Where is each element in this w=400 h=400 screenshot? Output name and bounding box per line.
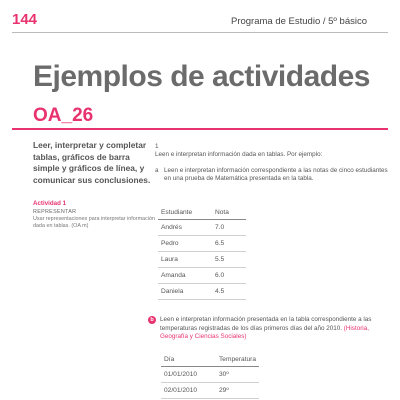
objective-divider (12, 128, 388, 130)
table-row (158, 236, 246, 252)
grades-table (158, 207, 246, 300)
section-title: Ejemplos de actividades (33, 60, 370, 93)
table-cell: 4.5 (212, 284, 246, 300)
activity-intro: Leen e interpretan información dada en tablas. Por ejemplo: (155, 151, 323, 158)
table-cell: 30º (216, 367, 259, 383)
activity-label: REPRESENTAR (33, 209, 77, 215)
activity-description: Usar representaciones para interpretar información dada en tablas. (OA m) (33, 216, 155, 229)
objective-code: OA_26 (33, 105, 94, 126)
subject-link[interactable]: (Historia, Geografía y Ciencias Sociales) (160, 324, 369, 340)
table-row (158, 284, 246, 300)
table-cell: 6.5 (212, 236, 246, 252)
table-row (161, 383, 259, 399)
temperature-table (161, 354, 259, 399)
activity-title: Actividad 1 (33, 200, 67, 207)
column-header: Nota (212, 207, 246, 220)
table-cell: 7.0 (212, 220, 246, 236)
objective-text: Leer, interpretar y completar tablas, gráficos de barra simple y gráficos de línea, y comunicar sus conclusiones. (33, 140, 151, 185)
table-cell: Daniela (158, 284, 212, 300)
activity-number: 1 (155, 143, 159, 150)
header-divider (12, 32, 388, 33)
table-cell: Pedro (158, 236, 212, 252)
column-header: Estudiante (158, 207, 212, 220)
item-a (155, 167, 390, 183)
right-column (155, 143, 390, 183)
table-header-row (161, 354, 259, 367)
table-cell: 01/01/2010 (161, 367, 216, 383)
table-row (158, 220, 246, 236)
table-header-row (158, 207, 246, 220)
left-column (33, 140, 155, 230)
item-a-text: Leen e interpretan información correspondiente a las notas de cinco estudiantes en una prueba de Matemática presentada en la tabla. (164, 167, 388, 182)
table-cell: Amanda (158, 268, 212, 284)
item-a-mark: a (155, 167, 159, 174)
page-header (0, 0, 400, 34)
item-b-bullet: b (148, 316, 156, 324)
table-row (161, 367, 259, 383)
table-row (158, 252, 246, 268)
table-cell: 5.5 (212, 252, 246, 268)
item-b-text: Leen e interpretan información presentada en la tabla correspondiente a las temperaturas registradas de los días primeros días del año 2010. (160, 316, 372, 332)
column-header: Temperatura (216, 354, 259, 367)
program-title: Programa de Estudio / 5º básico (230, 16, 367, 27)
item-b (150, 316, 390, 342)
column-header: Día (161, 354, 216, 367)
page-number: 144 (12, 11, 38, 28)
table-cell: 6.0 (212, 268, 246, 284)
table-cell: 29º (216, 383, 259, 399)
table-row (158, 268, 246, 284)
table-cell: 02/01/2010 (161, 383, 216, 399)
table-cell: Andrés (158, 220, 212, 236)
table-cell: Laura (158, 252, 212, 268)
